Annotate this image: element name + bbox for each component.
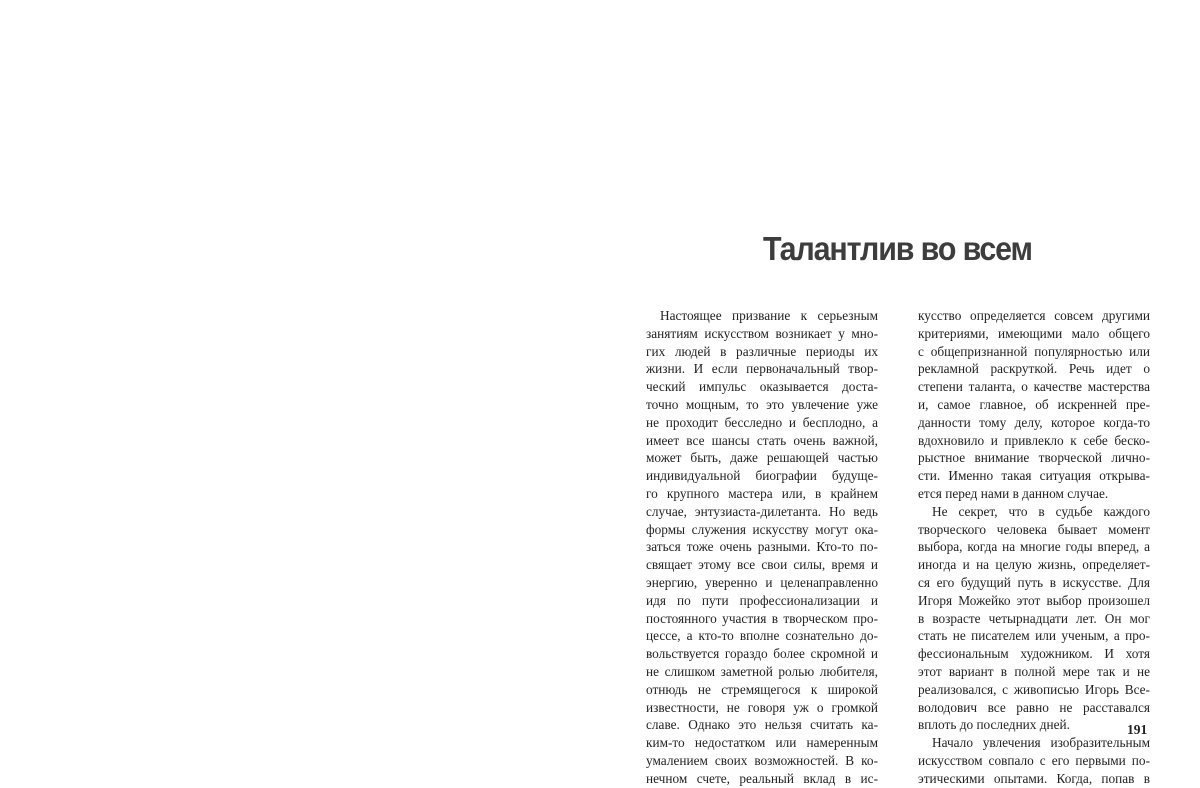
text-line: искусством совпало с его первыми по- (918, 752, 1150, 768)
text-line: умалением своих возможностей. В ко- (646, 752, 878, 768)
page-title: Талантлив во всем (763, 230, 1032, 267)
text-line: имеет все шансы стать очень важной, (646, 432, 878, 448)
text-line: цессе, а кто-то вполне сознательно до- (646, 628, 878, 644)
text-line: этот вариант в полной мере так и не (918, 663, 1150, 679)
text-line: этическими опытами. Когда, попав в (918, 770, 1150, 786)
text-line: фессиональным художником. И хотя (918, 646, 1150, 662)
page-number: 191 (1127, 722, 1148, 737)
text-line: формы служения искусству могут ока- (646, 521, 878, 537)
text-line: Начало увлечения изобразительным (932, 735, 1150, 751)
text-line: реализовался, с живописью Игорь Все- (918, 681, 1150, 697)
text-column-left (646, 307, 878, 788)
text-line: постоянного участия в творческом про- (646, 610, 878, 626)
text-line: отнюдь не стремящегося к широкой (646, 681, 878, 697)
text-line: вдохновило и привлекло к себе беско- (918, 432, 1150, 448)
text-line: критериями, имеющими мало общего (918, 325, 1150, 341)
text-line: стать не писателем или ученым, а про- (918, 628, 1150, 644)
text-line: ческий импульс оказывается доста- (646, 379, 878, 395)
text-line: сти. Именно такая ситуация открыва- (918, 468, 1150, 484)
text-line: иногда и на целую жизнь, определяет- (918, 557, 1150, 573)
text-line: с общепризнанной популярностью или (918, 343, 1150, 359)
text-line: ким-то недостатком или намеренным (646, 735, 878, 751)
text-line: рыстное внимание творческой лично- (918, 450, 1150, 466)
text-line: случае, энтузиаста-дилетанта. Но ведь (646, 503, 878, 519)
text-line: энергию, уверенно и целенаправленно (646, 574, 878, 590)
text-line: и, самое главное, об искренней пре- (918, 396, 1150, 412)
text-line: в возрасте четырнадцати лет. Он мог (918, 610, 1150, 626)
text-line: кусство определяется совсем другими (918, 308, 1150, 323)
text-line: точно мощным, то это увлечение уже (646, 396, 878, 412)
text-line: данности тому делу, которое когда-то (918, 414, 1150, 430)
text-column-right (918, 307, 1150, 788)
text-line: володович все равно не расставался (918, 699, 1150, 715)
text-line: ется перед нами в данном случае. (918, 485, 1109, 501)
text-line: заться тоже очень разными. Кто-то по- (646, 539, 878, 555)
text-line: известности, не говоря уж о громкой (646, 699, 878, 715)
text-line: может быть, даже решающей частью (646, 450, 878, 466)
text-line: свящает этому все свои силы, время и (646, 557, 878, 573)
text-line: Не секрет, что в судьбе каждого (932, 503, 1150, 519)
text-line: жизни. И если первоначальный твор- (646, 361, 878, 377)
text-line: Настоящее призвание к серьезным (660, 308, 878, 323)
text-line: гих людей в различные периоды их (646, 343, 878, 359)
text-line: славе. Однако это нельзя считать ка- (646, 717, 878, 733)
text-line: Игоря Можейко этот выбор произошел (918, 592, 1150, 608)
text-line: вольствуется гораздо более скромной и (646, 646, 878, 662)
text-line: занятиям искусством возникает у мно- (646, 325, 878, 341)
text-line: не проходит бесследно и бесплодно, а (646, 414, 878, 430)
text-line: не слишком заметной ролью любителя, (646, 663, 878, 679)
text-line: творческого человека бывает момент (918, 521, 1150, 537)
text-line: рекламной раскруткой. Речь идет о (918, 361, 1150, 377)
text-line: степени таланта, о качестве мастерства (918, 379, 1150, 395)
text-line: ся его будущий путь в искусстве. Для (918, 574, 1150, 590)
text-line: вплоть до последних дней. (918, 717, 1070, 733)
text-line: нечном счете, реальный вклад в ис- (646, 770, 878, 786)
text-line: выбора, когда на многие годы вперед, а (918, 539, 1150, 555)
text-line: идя по пути профессионализации и (646, 592, 878, 608)
text-line: индивидуальной биографии будуще- (646, 468, 878, 484)
text-line: го крупного мастера или, в крайнем (646, 485, 878, 501)
